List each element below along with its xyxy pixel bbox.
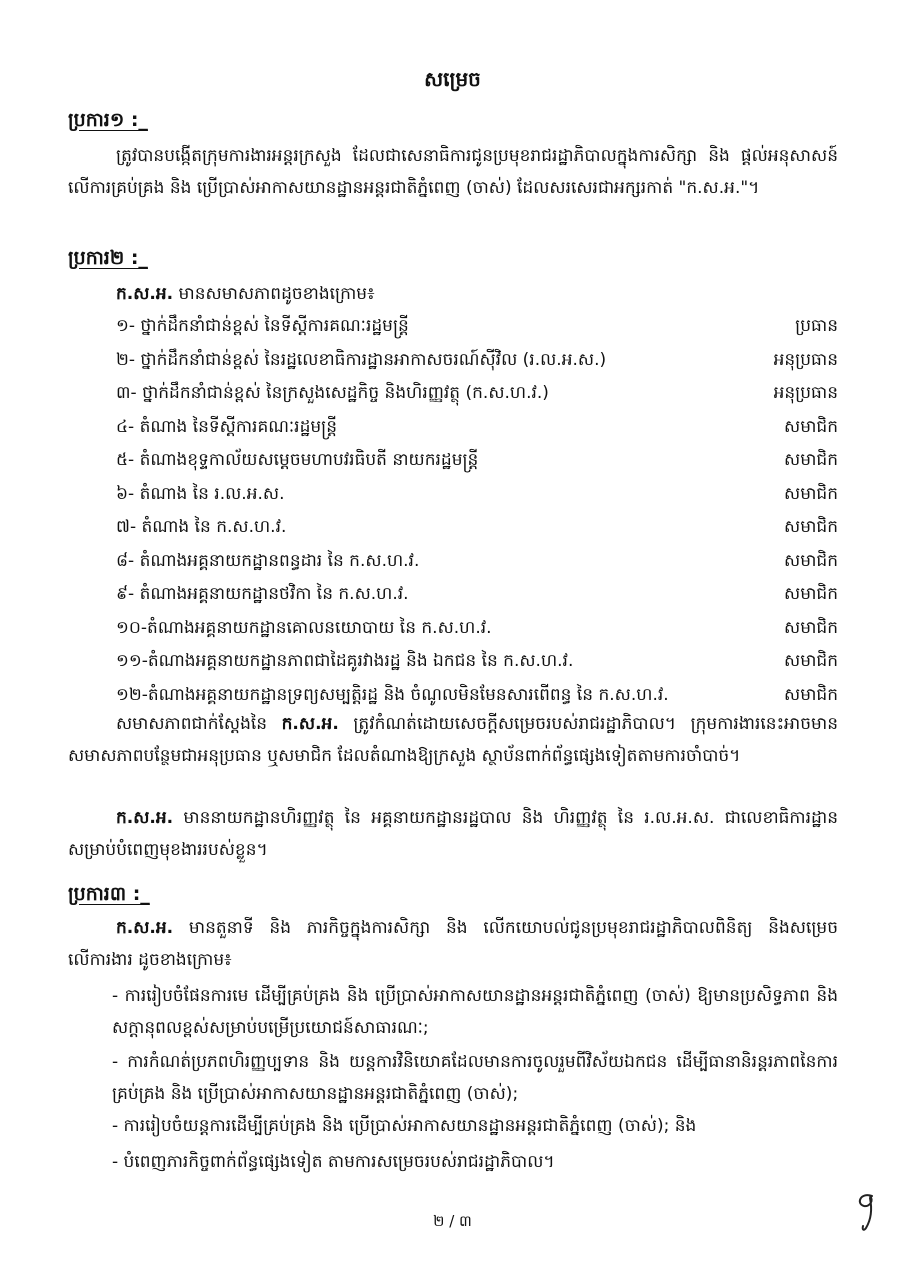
member-role: អនុប្រធាន [773, 383, 838, 403]
abbr-kasa: ក.ស.អ. [116, 284, 174, 304]
article-2-para-1 [68, 708, 838, 772]
member-role: សមាជិក [784, 416, 838, 437]
member-row [116, 479, 838, 509]
member-name: ១០-តំណាងអគ្គនាយកដ្ឋានគោលនយោបាយ នៃ ក.ស.ហ.វ. [116, 617, 492, 638]
member-name: ៩- តំណាងអគ្គនាយកដ្ឋានថវិកា នៃ ក.ស.ហ.វ. [116, 584, 409, 604]
article-1-text: ត្រូវបានបង្កើតក្រុមការងារអន្តរក្រសួង ដែលជាសេនាធិការជូនប្រមុខរាជរដ្ឋាភិបាលក្នុងការសិក្សា និង ផ្តល់អនុសាសន៍លើការគ្រប់គ្រង និង ប្រើប្រាស់អាកាសយានដ្ឋានអន្តរជាតិភ្នំពេញ (ចាស់) ដែលសរសេរជាអក្សរកាត់ "ក.ស.អ."។ [68, 146, 838, 198]
member-role: សមាជិក [784, 483, 838, 504]
abbr-kasa: ក.ស.អ. [281, 714, 339, 734]
member-row [116, 311, 838, 341]
member-name: ៨- តំណាងអគ្គនាយកដ្ឋានពន្ធដារ នៃ ក.ស.ហ.វ. [116, 550, 420, 571]
member-role: សមាជិក [784, 617, 838, 638]
page-title: សម្រេច [424, 67, 481, 91]
abbr-kasa: ក.ស.អ. [116, 808, 174, 828]
para-2-post: មាននាយកដ្ឋានហិរញ្ញវត្ថុ នៃ អគ្គនាយកដ្ឋានរដ្ឋបាល និង ហិរញ្ញវត្ថុ នៃ រ.ល.អ.ស. ជាលេខាធិការដ្ឋានសម្រាប់បំពេញមុខងាររបស់ខ្លួន។ [68, 808, 838, 860]
member-row [116, 613, 838, 643]
member-name: ៤- តំណាង នៃទីស្តីការគណៈរដ្ឋមន្ត្រី [116, 416, 338, 437]
member-row [116, 646, 838, 676]
bullet-item: - ការកំណត់ប្រភពហិរញ្ញប្បទាន និង យន្តការវិនិយោគដែលមានការចូលរួមពីវិស័យឯកជន ដើម្បីធានានិរន្តរភាពនៃការគ្រប់គ្រង និង ប្រើប្រាស់អាកាសយានដ្ឋានអន្តរជាតិភ្នំពេញ (ចាស់); [112, 1052, 838, 1104]
article-1-heading: ប្រការ១ :_ [68, 109, 148, 131]
article-2-para-2 [68, 802, 838, 866]
member-name: ៦- តំណាង នៃ រ.ល.អ.ស. [116, 483, 285, 504]
article-3-heading: ប្រការ៣ :_ [68, 883, 150, 905]
member-row [116, 445, 838, 475]
bullet-item: - បំពេញភារកិច្ចពាក់ព័ន្ធផ្សេងទៀត តាមការសម្រេចរបស់រាជរដ្ឋាភិបាល។ [112, 1152, 555, 1172]
para-1-post: ត្រូវកំណត់ដោយសេចក្តីសម្រេចរបស់រាជរដ្ឋាភិបាល។ ក្រុមការងារនេះអាចមានសមាសភាពបន្ថែមជាអនុប្រធាន ឬសមាជិក ដែលតំណាងឱ្យក្រសួង ស្ថាប័នពាក់ព័ន្ធផ្សេងទៀតតាមការចាំបាច់។ [68, 714, 838, 766]
member-role: សមាជិក [784, 550, 838, 571]
handwritten-initial-icon [852, 1190, 882, 1234]
article-3-intro-text: មានតួនាទី និង ភារកិច្ចក្នុងការសិក្សា និង លើកយោបល់ជូនប្រមុខរាជរដ្ឋាភិបាលពិនិត្យ និងសម្រេចលើការងារ ដូចខាងក្រោម៖ [68, 918, 838, 970]
article-2-intro-text: មានសមាសភាពដូចខាងក្រោម៖ [173, 284, 375, 304]
member-role: សមាជិក [784, 651, 838, 671]
member-role: សមាជិក [784, 517, 838, 537]
member-role: អនុប្រធាន [773, 349, 838, 370]
member-row [116, 512, 838, 542]
bullet-item: - ការរៀបចំយន្តការដើម្បីគ្រប់គ្រង និង ប្រើប្រាស់អាកាសយានដ្ឋានអន្តរជាតិភ្នំពេញ (ចាស់); និង [112, 1116, 697, 1136]
member-row [116, 345, 838, 375]
member-role: សមាជិក [784, 584, 838, 604]
member-row [116, 680, 838, 710]
page-number: ២ / ៣ [433, 1212, 472, 1230]
member-row [116, 546, 838, 576]
member-role: សមាជិក [784, 450, 838, 470]
para-1-pre: សមាសភាពជាក់ស្តែងនៃ [116, 714, 282, 734]
member-name: ៧- តំណាង នៃ ក.ស.ហ.វ. [116, 517, 287, 537]
member-row [116, 412, 838, 442]
member-row [116, 579, 838, 609]
member-name: ១២-តំណាងអគ្គនាយកដ្ឋានទ្រព្យសម្បត្តិរដ្ឋ និង ចំណូលមិនមែនសារពើពន្ធ នៃ ក.ស.ហ.វ. [116, 684, 669, 705]
member-name: ១១-តំណាងអគ្គនាយកដ្ឋានភាពជាដៃគូរវាងរដ្ឋ និង ឯកជន នៃ ក.ស.ហ.វ. [116, 651, 574, 671]
member-row [116, 378, 838, 408]
member-name: ៥- តំណាងខុទ្ទកាល័យសម្តេចមហាបវរធិបតី នាយករដ្ឋមន្ត្រី [116, 450, 479, 470]
member-role: សមាជិក [784, 684, 838, 705]
member-name: ២- ថ្នាក់ដឹកនាំជាន់ខ្ពស់ នៃរដ្ឋលេខាធិការដ្ឋានអាកាសចរណ៍ស៊ីវិល (រ.ល.អ.ស.) [116, 349, 607, 370]
member-name: ១- ថ្នាក់ដឹកនាំជាន់ខ្ពស់ នៃទីស្តីការគណៈរដ្ឋមន្ត្រី [116, 316, 409, 336]
article-2-intro [68, 278, 838, 310]
bullet-item: - ការរៀបចំផែនការមេ ដើម្បីគ្រប់គ្រង និង ប្រើប្រាស់អាកាសយានដ្ឋានអន្តរជាតិភ្នំពេញ (ចាស់) ឱ្យមានប្រសិទ្ធភាព និង សក្តានុពលខ្ពស់សម្រាប់បម្រើប្រយោជន៍សាធារណៈ; [112, 986, 838, 1038]
member-role: ប្រធាន [795, 316, 838, 336]
article-2-heading: ប្រការ២ :_ [68, 247, 148, 269]
article-3-intro [68, 912, 838, 976]
member-name: ៣- ថ្នាក់ដឹកនាំជាន់ខ្ពស់ នៃក្រសួងសេដ្ឋកិច្ច និងហិរញ្ញវត្ថុ (ក.ស.ហ.វ.) [116, 383, 549, 403]
abbr-kasa: ក.ស.អ. [116, 918, 174, 938]
